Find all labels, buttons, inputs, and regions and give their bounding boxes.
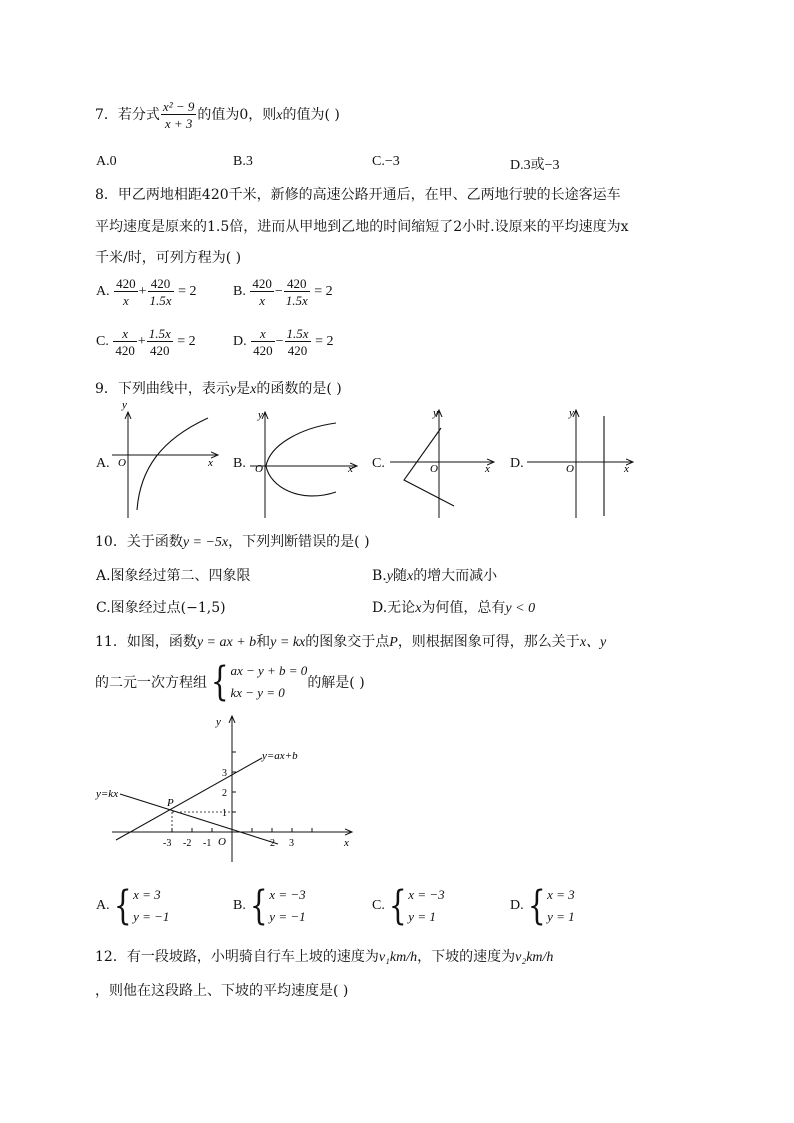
var-x: x bbox=[406, 569, 414, 584]
q11-graph bbox=[90, 712, 360, 872]
operator: + bbox=[138, 284, 147, 300]
frac-den: 420 bbox=[253, 343, 273, 358]
rhs: = 2 bbox=[178, 284, 197, 300]
q10-option-b[interactable] bbox=[372, 565, 497, 585]
q7-frac-den: x + 3 bbox=[164, 116, 193, 131]
rhs: = 2 bbox=[314, 284, 333, 300]
q8-a-frac2 bbox=[148, 277, 174, 307]
q7-option-c[interactable]: C.−3 bbox=[372, 154, 400, 169]
axis-y-label: y bbox=[569, 407, 574, 419]
q7-text: 7．若分式 bbox=[95, 107, 160, 123]
q8-b-frac2 bbox=[284, 277, 310, 307]
solution bbox=[408, 884, 444, 928]
line-ax-plus-b bbox=[116, 758, 262, 840]
q11-line1 bbox=[95, 631, 606, 651]
frac-num: 420 bbox=[284, 277, 310, 292]
frac-num: 420 bbox=[116, 276, 136, 291]
y-value: y = −1 bbox=[133, 909, 170, 924]
text: 的图象交于点 bbox=[305, 634, 390, 650]
origin-label: O bbox=[566, 463, 574, 475]
label: C. bbox=[372, 898, 385, 913]
text: 和 bbox=[256, 634, 271, 650]
label: A. bbox=[96, 898, 110, 913]
q8-option-d[interactable] bbox=[233, 327, 333, 357]
label: D. bbox=[510, 898, 524, 913]
var-x: x bbox=[415, 601, 422, 616]
x-tick-label: -1 bbox=[203, 838, 212, 849]
text: 为何值，总有 bbox=[421, 600, 506, 616]
q10-option-d[interactable] bbox=[372, 597, 535, 617]
condition: y < 0 bbox=[505, 601, 536, 616]
frac-num: 420 bbox=[252, 276, 272, 291]
q8-c-frac2 bbox=[147, 327, 173, 357]
q9-graph-d[interactable] bbox=[527, 407, 633, 518]
q11-option-d[interactable] bbox=[510, 884, 575, 928]
x-tick-label: 3 bbox=[289, 838, 294, 849]
axis-y-label: y bbox=[122, 400, 127, 411]
equation-2: kx − y = 0 bbox=[230, 685, 285, 700]
axis-y-label: y bbox=[216, 716, 221, 728]
q8-c-frac1 bbox=[113, 327, 137, 357]
operator: − bbox=[275, 334, 284, 350]
q8-d-frac2 bbox=[285, 327, 311, 357]
x-value: x = −3 bbox=[408, 887, 445, 902]
rhs: = 2 bbox=[177, 334, 196, 350]
equation-1: ax − y + b = 0 bbox=[230, 663, 308, 678]
speed-v2: v₂km/h bbox=[515, 950, 554, 965]
q8-d-frac1 bbox=[251, 327, 275, 357]
solution bbox=[547, 884, 575, 928]
q10-text: 10．关于函数 bbox=[95, 534, 183, 550]
frac-den: x bbox=[259, 293, 265, 308]
q8-a-frac1 bbox=[114, 277, 138, 307]
q9-is: 是 bbox=[236, 381, 251, 397]
text: 11．如图，函数 bbox=[95, 634, 197, 650]
q9-graphs bbox=[0, 400, 794, 525]
label-kx: y=kx bbox=[96, 788, 119, 800]
q11-line2 bbox=[95, 660, 365, 704]
brace: { bbox=[210, 659, 229, 705]
solution bbox=[133, 884, 169, 928]
axis-x-label: x bbox=[348, 463, 353, 475]
q11-option-b[interactable] bbox=[233, 884, 306, 928]
x-value: x = 3 bbox=[133, 887, 161, 902]
text: ，下坡的速度为 bbox=[417, 949, 516, 965]
q7-fraction bbox=[161, 100, 196, 130]
frac-den: 420 bbox=[150, 343, 170, 358]
operator: + bbox=[137, 334, 146, 350]
rhs: = 2 bbox=[315, 334, 334, 350]
axis-y-label: y bbox=[258, 409, 263, 421]
q10-stem bbox=[95, 531, 370, 551]
func2: y = kx bbox=[270, 635, 306, 650]
operator: − bbox=[274, 284, 283, 300]
frac-num: x bbox=[251, 327, 275, 342]
brace: { bbox=[527, 883, 546, 929]
q8-line2: 平均速度是原来的1.5倍，进而从甲地到乙地的时间缩短了2小时.设原来的平均速度为x bbox=[95, 219, 629, 235]
axis-x-label: x bbox=[624, 463, 629, 475]
frac-den: 420 bbox=[115, 343, 135, 358]
y-value: y = 1 bbox=[408, 909, 436, 924]
q7-option-a[interactable]: A.0 bbox=[96, 154, 117, 169]
text: 随 bbox=[392, 568, 407, 584]
y-tick-label: 1 bbox=[222, 808, 227, 819]
q7-text-after: 的值为0，则 bbox=[197, 107, 277, 123]
q8-option-a[interactable] bbox=[96, 277, 196, 307]
label-p: P bbox=[167, 797, 174, 809]
q7-var: x bbox=[276, 108, 283, 123]
frac-den: x bbox=[122, 293, 129, 308]
label-ax-plus-b: y=ax+b bbox=[262, 750, 298, 762]
origin-label: O bbox=[118, 457, 126, 469]
q9-option-c[interactable]: C. bbox=[372, 456, 385, 471]
label: D.无论 bbox=[372, 600, 416, 616]
axis-y-label: y bbox=[433, 407, 438, 419]
origin-label: O bbox=[218, 836, 226, 848]
frac-den: 420 bbox=[287, 343, 308, 358]
q9-graph-c[interactable] bbox=[390, 407, 494, 518]
q9-option-a[interactable]: A. bbox=[96, 456, 110, 471]
label: B. bbox=[233, 898, 246, 913]
q9-text: 9．下列曲线中，表示 bbox=[95, 381, 230, 397]
q10-text-end: ，下列判断错误的是( ) bbox=[228, 534, 370, 550]
q7-option-b[interactable]: B.3 bbox=[233, 154, 253, 169]
origin-label: O bbox=[430, 463, 438, 475]
frac-num: 420 bbox=[148, 277, 174, 292]
origin-label: O bbox=[255, 463, 263, 475]
y-value: y = −1 bbox=[269, 909, 306, 924]
q8-b-label: B. bbox=[233, 284, 246, 300]
q12-line1 bbox=[95, 946, 553, 966]
q11-option-a[interactable] bbox=[96, 884, 169, 928]
x-tick-label: -2 bbox=[183, 838, 192, 849]
x-value: x = 3 bbox=[547, 887, 575, 902]
q8-b-frac1 bbox=[250, 277, 274, 307]
func1: y = ax + b bbox=[196, 635, 257, 650]
q9-option-d[interactable]: D. bbox=[510, 456, 524, 471]
x-tick-label: 2 bbox=[270, 838, 275, 849]
q8-option-c[interactable] bbox=[96, 327, 196, 357]
q7-frac-num: x² − 9 bbox=[162, 99, 195, 114]
frac-den: 1.5x bbox=[149, 293, 172, 308]
q9-graph-b[interactable] bbox=[250, 409, 357, 518]
frac-num: 1.5x bbox=[286, 326, 309, 341]
y-value: y = 1 bbox=[547, 909, 575, 924]
x-tick-label: -3 bbox=[163, 838, 172, 849]
frac-num: 1.5x bbox=[148, 326, 171, 341]
q11-option-c[interactable] bbox=[372, 884, 445, 928]
brace: { bbox=[388, 883, 407, 929]
label: B. bbox=[372, 568, 387, 584]
text: 的解是( ) bbox=[307, 675, 365, 691]
q9-text-end: 的函数的是( ) bbox=[256, 381, 342, 397]
q8-c-label: C. bbox=[96, 334, 109, 350]
q12-line2: ，则他在这段路上、下坡的平均速度是( ) bbox=[95, 983, 349, 999]
line-kx bbox=[120, 794, 278, 844]
brace: { bbox=[249, 883, 268, 929]
q9-stem bbox=[95, 378, 342, 398]
y-tick-label: 3 bbox=[222, 768, 227, 779]
equation-system bbox=[230, 660, 307, 704]
x-value: x = −3 bbox=[269, 887, 306, 902]
q9-option-b[interactable]: B. bbox=[233, 456, 246, 471]
q7-stem bbox=[95, 100, 340, 130]
text: 的二元一次方程组 bbox=[95, 675, 207, 691]
var-y: y bbox=[386, 569, 393, 584]
q10-option-c[interactable]: C.图象经过点(−1,5) bbox=[96, 600, 226, 616]
axis-x-label: x bbox=[344, 837, 349, 849]
q9-y: y bbox=[229, 382, 237, 397]
axis-x-label: x bbox=[485, 463, 490, 475]
q8-option-b[interactable] bbox=[233, 277, 333, 307]
axis-x-label: x bbox=[208, 457, 213, 469]
q8-line3: 千米/时，可列方程为( ) bbox=[95, 250, 242, 266]
point-p: P bbox=[389, 635, 398, 650]
solution bbox=[269, 884, 305, 928]
q9-graph-a[interactable] bbox=[112, 400, 218, 518]
frac-num: x bbox=[113, 327, 137, 342]
q8-line1: 8．甲乙两地相距420千米，新修的高速公路开通后，在甲、乙两地行驶的长途客运车 bbox=[95, 187, 621, 203]
text: ，则根据图象可得，那么关于 bbox=[397, 634, 580, 650]
frac-den: 1.5x bbox=[285, 293, 308, 308]
text: 12．有一段坡路，小明骑自行车上坡的速度为 bbox=[95, 949, 379, 965]
q7-text-end: 的值为( ) bbox=[282, 107, 340, 123]
q10-func: y = −5x bbox=[182, 535, 229, 550]
y-tick-label: 2 bbox=[222, 788, 227, 799]
text: 的增大而减小 bbox=[413, 568, 498, 584]
q8-a-label: A. bbox=[96, 284, 110, 300]
brace: { bbox=[113, 883, 132, 929]
q8-d-label: D. bbox=[233, 334, 247, 350]
q10-option-a[interactable]: A.图象经过第二、四象限 bbox=[96, 568, 251, 584]
vars-xy: x、y bbox=[579, 635, 607, 650]
q7-option-d[interactable]: D.3或−3 bbox=[510, 158, 560, 173]
q9-x: x bbox=[250, 382, 257, 397]
speed-v1: v₁km/h bbox=[378, 950, 418, 965]
